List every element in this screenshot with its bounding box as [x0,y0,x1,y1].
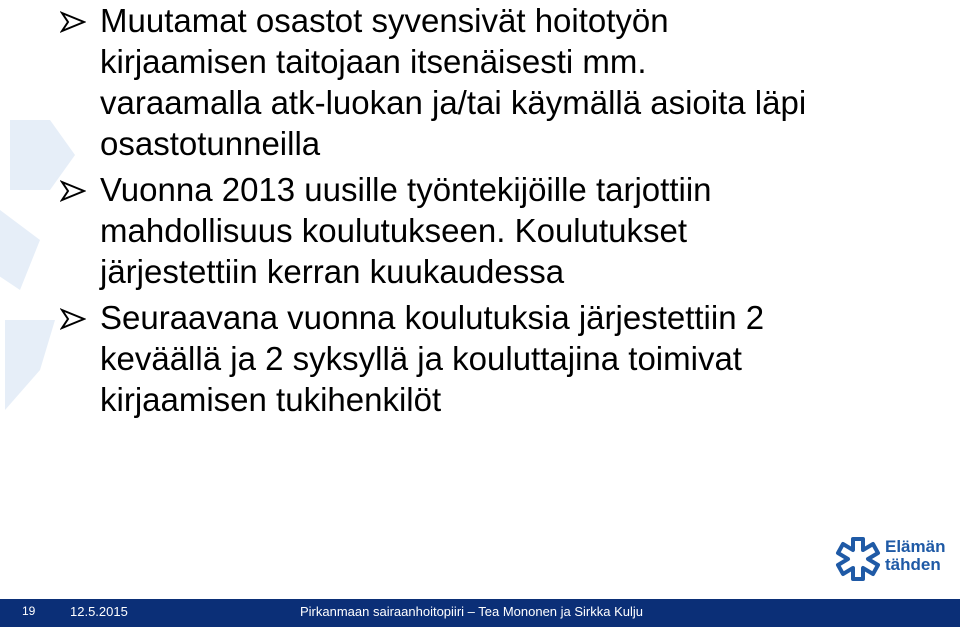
bullet-line: mahdollisuus koulutukseen. Koulutukset [100,212,688,249]
bullet-line: kirjaamisen taitojaan itsenäisesti mm. [100,43,647,80]
arrow-bullet-icon [60,180,86,202]
bullet-item-2 [60,169,940,292]
logo-line-1: Elämän [885,537,946,556]
arrow-bullet-icon [60,308,86,330]
slide-number: 19 [22,600,52,622]
bullet-line: Seuraavana vuonna koulutuksia järjestettiin 2 [100,299,765,336]
bullet-line: varaamalla atk-luokan ja/tai käymällä asioita läpi [100,84,807,121]
footer-date: 12.5.2015 [70,604,128,619]
bullet-item-3 [60,297,940,420]
star-of-life-icon [835,536,881,582]
bullet-line: Muutamat osastot syvensivät hoitotyön [100,2,669,39]
logo-text [885,538,945,574]
bullet-line: osastotunneilla [100,125,321,162]
footer-organization: Pirkanmaan sairaanhoitopiiri – Tea Mononen ja Sirkka Kulju [300,604,644,619]
bullet-line: Vuonna 2013 uusille työntekijöille tarjottiin [100,171,712,208]
elaman-tahden-logo [835,536,950,584]
footer-bar [0,597,960,627]
bullet-line: keväällä ja 2 syksyllä ja kouluttajina toimivat [100,340,742,377]
logo-line-2: tähden [885,555,941,574]
arrow-bullet-icon [60,11,86,33]
footer-divider [0,597,960,599]
slide-content [60,0,940,425]
bullet-line: kirjaamisen tukihenkilöt [100,381,442,418]
bullet-line: järjestettiin kerran kuukaudessa [100,253,565,290]
bullet-item-1 [60,0,940,164]
